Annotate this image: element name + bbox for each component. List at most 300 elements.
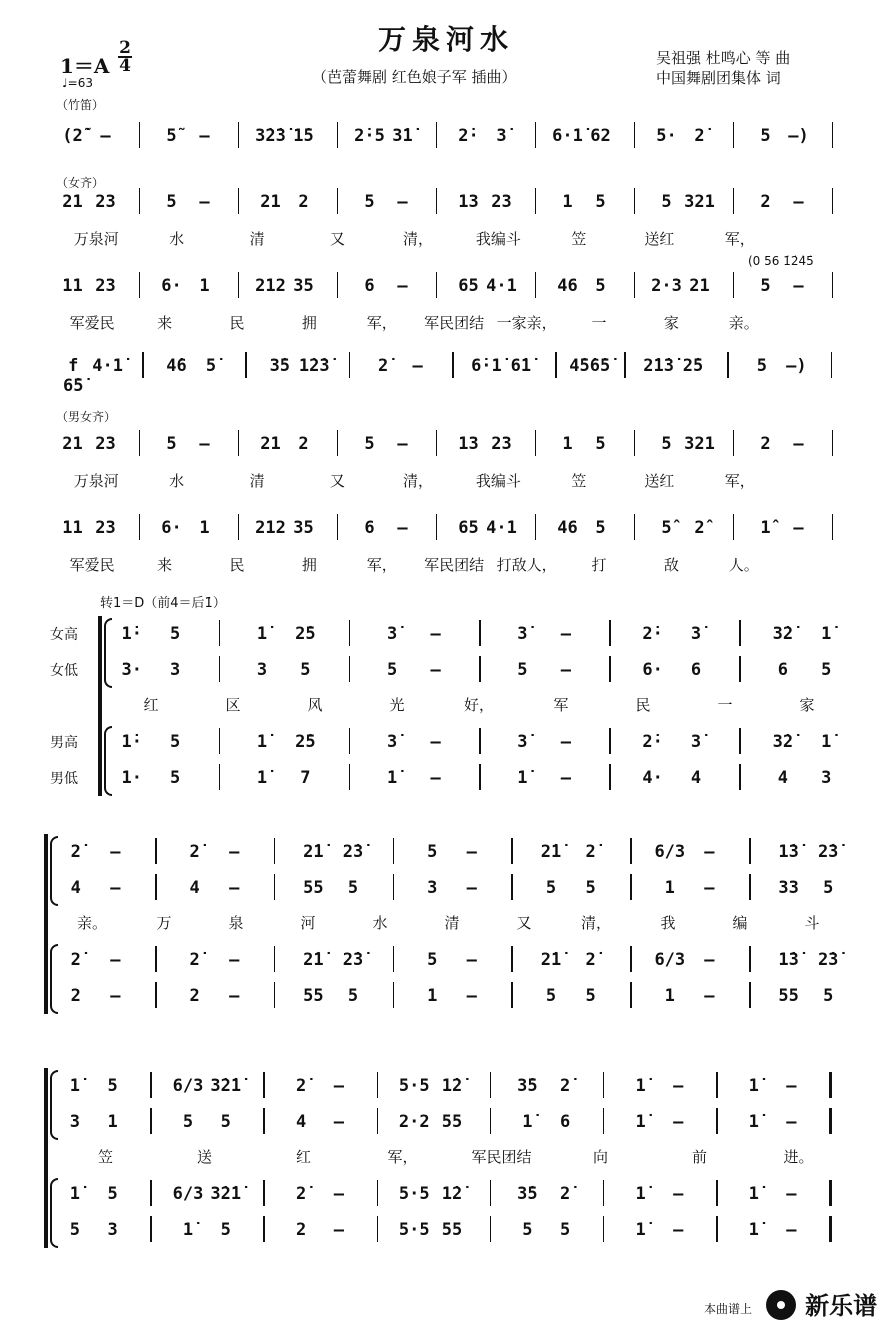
note-group: 5 xyxy=(220,1220,231,1240)
note-group: 3̇5 xyxy=(517,1184,538,1204)
barline xyxy=(490,1216,492,1242)
note-group: – xyxy=(673,1076,684,1096)
lyric-word: 来 xyxy=(157,314,173,332)
note-group: 3̇2̇1̇ xyxy=(210,1184,242,1204)
barline xyxy=(393,838,395,864)
note-group: 5 xyxy=(823,986,834,1006)
note-group: 212 xyxy=(255,276,286,296)
note-group: 3̇5 xyxy=(517,1076,538,1096)
note-group: 4̇5̇6̇5̇ xyxy=(569,356,611,376)
barline xyxy=(349,352,351,378)
barline xyxy=(219,620,221,646)
note-group: 321 xyxy=(684,192,715,212)
barline xyxy=(716,1108,718,1134)
lyric-word: 民 xyxy=(635,696,651,714)
note-group: 13 xyxy=(458,434,479,454)
note-group: 13 xyxy=(458,192,479,212)
note-group: 4 xyxy=(690,768,702,788)
note-group: 2̇ xyxy=(585,842,596,862)
lyric-word: 人。 xyxy=(728,556,759,574)
note-group: 6 xyxy=(777,660,788,680)
barline xyxy=(479,620,481,646)
note-group: 21 xyxy=(62,192,83,212)
barline xyxy=(511,874,513,900)
note-group: 6/3 xyxy=(172,1184,204,1204)
barline xyxy=(832,430,834,456)
note-group: 2̇ xyxy=(189,842,200,862)
note-group: 1 xyxy=(427,986,438,1006)
note-group: 2̇1̇ xyxy=(540,842,562,862)
male-brace xyxy=(50,944,58,1014)
note-group: 1̇ xyxy=(748,1220,759,1240)
barline xyxy=(139,272,141,298)
note-group: 1̇ xyxy=(635,1184,646,1204)
lyric-word: 光 xyxy=(389,696,405,714)
note-group: 5 xyxy=(595,518,606,538)
note-group: 2̇· xyxy=(642,732,663,752)
barline xyxy=(739,620,741,646)
barline xyxy=(436,122,438,148)
lyric-word: 万 xyxy=(156,914,172,932)
barline xyxy=(263,1072,265,1098)
note-group: 5 xyxy=(545,878,557,898)
note-group: 55 xyxy=(441,1112,463,1132)
note-group: – xyxy=(333,1220,344,1240)
note-group: 3 xyxy=(821,768,832,788)
note-group: 1 xyxy=(562,192,573,212)
note-group: 1̇ xyxy=(748,1076,759,1096)
note-group: 6 xyxy=(560,1112,571,1132)
note-group: 6 xyxy=(690,660,702,680)
note-group: – xyxy=(110,878,121,898)
lyric-word: 前 xyxy=(691,1148,708,1166)
note-group: 321 xyxy=(684,434,715,454)
note-group: 5 xyxy=(347,878,359,898)
note-group: – xyxy=(199,126,210,146)
note-group: – xyxy=(110,950,121,970)
note-group: 6̇1̇ xyxy=(510,356,532,376)
lyric-word: 又 xyxy=(330,230,346,248)
barline xyxy=(436,430,438,456)
lyric-word: 一 xyxy=(717,696,733,714)
note-group: f 6̇5̇ xyxy=(62,356,84,396)
note-group: 3̇2̇ xyxy=(772,732,794,752)
note-group: 3̇ xyxy=(387,732,398,752)
note-group: 2̇5 xyxy=(295,624,316,644)
note-group: – xyxy=(786,1076,797,1096)
barline xyxy=(490,1108,492,1134)
note-group: 6/3 xyxy=(172,1076,204,1096)
note-group: – xyxy=(100,126,111,146)
lyric-word: 区 xyxy=(225,696,241,714)
note-group: – xyxy=(430,660,441,680)
note-group: 6· xyxy=(161,276,182,296)
note-group: 5 xyxy=(107,1076,118,1096)
note-group: 5 xyxy=(107,1184,118,1204)
note-group: 1 xyxy=(199,276,210,296)
lyric-word: 编 xyxy=(732,914,748,932)
barline xyxy=(535,430,537,456)
note-group: 23 xyxy=(95,434,116,454)
barline xyxy=(716,1216,718,1242)
note-group: 5̇ xyxy=(205,356,217,376)
female-brace xyxy=(50,836,58,906)
barline xyxy=(829,1180,832,1206)
note-group: 3̇2̇ xyxy=(772,624,794,644)
note-group: – xyxy=(430,768,441,788)
note-group: 6̇·1̇ xyxy=(471,356,502,376)
note-group: 3 xyxy=(256,660,268,680)
note-group: 2 xyxy=(298,434,309,454)
note-group: – xyxy=(110,986,121,1006)
note-group: 55 xyxy=(441,1220,463,1240)
note-group: 5· xyxy=(656,126,677,146)
key-signature: 1＝A xyxy=(60,54,110,78)
barline xyxy=(436,272,438,298)
note-group: 5 xyxy=(517,660,528,680)
barline xyxy=(603,1072,605,1098)
barline xyxy=(245,352,247,378)
note-group: 5 xyxy=(661,192,672,212)
note-group: 3̇ xyxy=(387,624,398,644)
note-group: 23 xyxy=(491,192,512,212)
lyric-word: 我编斗 xyxy=(475,472,521,490)
subtitle: （芭蕾舞剧 红色娘子军 插曲） xyxy=(312,68,517,86)
lyric-word: 清， xyxy=(402,230,434,248)
barline xyxy=(832,188,834,214)
note-group: 5 xyxy=(387,660,398,680)
barline xyxy=(733,272,735,298)
barline xyxy=(139,188,141,214)
note-group: 1̇2̇ xyxy=(441,1076,463,1096)
barline xyxy=(139,122,141,148)
note-group: 23 xyxy=(95,276,116,296)
lyric-word: 军， xyxy=(724,230,755,248)
barline xyxy=(749,982,751,1008)
barline xyxy=(716,1180,718,1206)
barline xyxy=(155,982,157,1008)
note-group: 2 xyxy=(760,434,771,454)
note-group: 1̂ xyxy=(760,518,771,538)
note-group: 2̇·5 xyxy=(354,126,385,146)
barline xyxy=(436,188,438,214)
note-group: 23 xyxy=(95,192,116,212)
barline xyxy=(452,352,454,378)
note-group: – xyxy=(110,842,121,862)
note-group: – xyxy=(466,986,477,1006)
barline xyxy=(238,272,240,298)
note-group: 1̇ xyxy=(256,768,268,788)
note-group: – xyxy=(229,950,240,970)
note-group: – xyxy=(704,842,715,862)
male-brace xyxy=(50,1178,58,1248)
note-group: 65 xyxy=(458,518,479,538)
barline xyxy=(634,430,636,456)
note-group: – xyxy=(673,1184,684,1204)
note-group: 55 xyxy=(303,986,324,1006)
note-group: 21 xyxy=(689,276,710,296)
note-group: 2̇· xyxy=(642,624,663,644)
note-group: 2̇ xyxy=(560,1076,571,1096)
lyric-word: 万泉河 xyxy=(73,230,119,248)
note-group: – xyxy=(704,950,715,970)
lyric-word: 家 xyxy=(799,696,815,714)
lyric-word: 民 xyxy=(229,556,245,574)
barline xyxy=(150,1108,152,1134)
system-bracket xyxy=(44,834,48,1014)
composer-credit: 吴祖强 杜鸣心 等 曲 xyxy=(656,49,791,67)
note-group: – xyxy=(229,986,240,1006)
note-group: 23 xyxy=(95,518,116,538)
barline xyxy=(274,838,276,864)
barline xyxy=(337,272,339,298)
lyric-word: 送 xyxy=(196,1148,213,1166)
lyric-word: 笠 xyxy=(97,1148,114,1166)
barline xyxy=(634,514,636,540)
lyric-word: 军民团结 xyxy=(424,556,485,574)
note-group: – xyxy=(397,192,408,212)
note-group: 1̇ xyxy=(517,768,528,788)
barline xyxy=(139,514,141,540)
lyric-word: 家 xyxy=(663,314,679,332)
note-group: 1̇· xyxy=(121,624,142,644)
note-group: 23 xyxy=(491,434,512,454)
barline xyxy=(238,430,240,456)
grace-notes: (0 56 1̇2̇4̇5̇ xyxy=(748,254,814,268)
note-group: 4·1̇ xyxy=(92,356,123,376)
modulation-mark: 转1＝D（前4＝后1̇） xyxy=(100,596,226,611)
intro-instrument: （竹笛） xyxy=(56,98,105,112)
female-brace xyxy=(104,618,112,688)
barline xyxy=(733,430,735,456)
barline xyxy=(490,1180,492,1206)
lyric-word: 一 xyxy=(591,314,607,332)
note-group: 5 xyxy=(545,986,557,1006)
barline xyxy=(263,1180,265,1206)
note-group: – xyxy=(560,768,571,788)
site-logo xyxy=(766,1290,878,1327)
note-group: 55 xyxy=(778,986,799,1006)
lyric-word: 打 xyxy=(591,556,607,574)
note-group: – xyxy=(397,434,408,454)
lyric-word: 红 xyxy=(295,1148,312,1166)
note-group: 2 xyxy=(70,986,81,1006)
barline xyxy=(727,352,729,378)
barline xyxy=(603,1180,605,1206)
lyric-word: 红 xyxy=(143,696,159,714)
note-group: 5 xyxy=(364,192,375,212)
lyric-word: 拥 xyxy=(301,314,317,332)
note-group: 2 xyxy=(189,986,200,1006)
barline xyxy=(393,946,395,972)
note-group: 6 xyxy=(364,518,375,538)
note-group: – xyxy=(199,434,210,454)
note-group: 2̇· xyxy=(458,126,479,146)
barline xyxy=(150,1072,152,1098)
note-group: 1̇ xyxy=(256,732,268,752)
barline xyxy=(716,1072,718,1098)
note-group: 4 xyxy=(70,878,81,898)
note-group: –) xyxy=(786,356,807,376)
note-group: 4̇6 xyxy=(166,356,187,376)
note-group: 35 xyxy=(293,276,314,296)
barline xyxy=(150,1216,152,1242)
barline xyxy=(739,764,741,790)
note-group: 1 xyxy=(562,434,573,454)
lyric-word: 水 xyxy=(372,914,388,932)
note-group: 21 xyxy=(260,192,281,212)
note-group: 1· xyxy=(121,768,142,788)
note-group: 1̇ xyxy=(387,768,398,788)
note-group: 212 xyxy=(255,518,286,538)
barline xyxy=(479,656,481,682)
note-group: 5 xyxy=(760,276,771,296)
note-group: 46 xyxy=(557,276,578,296)
note-group: 7 xyxy=(300,768,311,788)
barline xyxy=(155,838,157,864)
note-group: 5 xyxy=(166,434,177,454)
note-group: 1̇ xyxy=(748,1112,759,1132)
note-group: 4 xyxy=(189,878,200,898)
note-group: – xyxy=(793,434,804,454)
barline xyxy=(634,122,636,148)
barline xyxy=(377,1108,379,1134)
barline xyxy=(733,122,735,148)
barline xyxy=(829,1072,832,1098)
note-group: 2̇ xyxy=(70,950,81,970)
note-group: 4 xyxy=(296,1112,307,1132)
lyric-word: 亲。 xyxy=(728,314,759,332)
barline xyxy=(832,514,834,540)
lyric-word: 清 xyxy=(249,472,265,490)
barline xyxy=(393,874,395,900)
lyric-word: 军民团结 xyxy=(471,1148,532,1166)
barline xyxy=(535,272,537,298)
barline xyxy=(142,352,144,378)
note-group: 6/3 xyxy=(654,950,686,970)
note-group: – xyxy=(229,842,240,862)
note-group: 2̇3̇ xyxy=(817,842,839,862)
barline xyxy=(263,1216,265,1242)
note-group: 4·1 xyxy=(486,518,517,538)
note-group: – xyxy=(560,660,571,680)
note-group: 5 xyxy=(760,126,771,146)
note-group: 3̇2̇3̇ xyxy=(255,126,286,146)
note-group: – xyxy=(560,732,571,752)
lyric-word: 清 xyxy=(444,914,460,932)
note-group: 2̇ xyxy=(189,950,200,970)
note-group: 46 xyxy=(557,518,578,538)
note-group: 5 xyxy=(661,434,672,454)
lyric-word: 进。 xyxy=(783,1148,814,1166)
lyric-word: 我编斗 xyxy=(475,230,521,248)
note-group: – xyxy=(793,192,804,212)
note-group: 1̇ xyxy=(821,732,832,752)
system-bracket xyxy=(98,616,102,796)
lyric-word: 笠 xyxy=(571,230,587,248)
barline xyxy=(749,946,751,972)
barline xyxy=(155,874,157,900)
note-group: 3̇ xyxy=(517,732,528,752)
barline xyxy=(155,946,157,972)
note-group: – xyxy=(430,624,441,644)
barline xyxy=(219,728,221,754)
barline xyxy=(150,1180,152,1206)
note-group: 1 xyxy=(199,518,210,538)
note-group: 5 xyxy=(522,1220,533,1240)
male-brace xyxy=(104,726,112,796)
lyric-word: 向 xyxy=(592,1148,609,1166)
part-label: 女低 xyxy=(50,663,78,679)
lyric-word: 军爱民 xyxy=(69,556,115,574)
note-group: 3 xyxy=(169,660,181,680)
lyric-word: 斗 xyxy=(804,914,820,932)
barline xyxy=(219,656,221,682)
note-group: – xyxy=(412,356,423,376)
note-group: 1 xyxy=(664,878,675,898)
note-group: 1̇2̇3̇ xyxy=(298,356,330,376)
lyric-word: 泉 xyxy=(228,914,244,932)
note-group: 1̇ xyxy=(182,1220,194,1240)
barline xyxy=(630,874,632,900)
lyric-word: 一家亲， xyxy=(496,314,557,332)
note-group: 3̇ xyxy=(690,624,702,644)
barline xyxy=(535,188,537,214)
note-group: 3̇5 xyxy=(269,356,291,376)
barline xyxy=(337,188,339,214)
note-group: 5·5 xyxy=(398,1220,430,1240)
note-group: –) xyxy=(788,126,809,146)
note-group: – xyxy=(793,518,804,538)
note-group: 6/3 xyxy=(654,842,686,862)
note-group: 1̇ xyxy=(69,1184,80,1204)
note-group: 2̇5 xyxy=(295,732,316,752)
note-group: 6 xyxy=(364,276,375,296)
note-group: 5 xyxy=(595,434,606,454)
barline xyxy=(630,946,632,972)
barline xyxy=(393,982,395,1008)
note-group: 2·2 xyxy=(398,1112,430,1132)
lyric-word: 拥 xyxy=(301,556,317,574)
lyricist-credit: 中国舞剧团集体 词 xyxy=(656,69,781,87)
system-bracket xyxy=(44,1068,48,1248)
verse2-label: （男女齐） xyxy=(56,410,117,424)
note-group: 5 xyxy=(585,878,596,898)
part-label: 男高 xyxy=(50,735,78,751)
note-group: 6· xyxy=(161,518,182,538)
note-group: – xyxy=(397,518,408,538)
note-group: 2̇1̇ xyxy=(303,842,324,862)
note-group: – xyxy=(673,1112,684,1132)
note-group: – xyxy=(466,950,477,970)
note-group: 21 xyxy=(260,434,281,454)
barline xyxy=(829,1108,832,1134)
note-group: 2 xyxy=(760,192,771,212)
note-group: 5 xyxy=(166,192,177,212)
lyric-word: 水 xyxy=(169,230,185,248)
barline xyxy=(479,728,481,754)
barline xyxy=(634,188,636,214)
lyric-word: 军， xyxy=(724,472,755,490)
verse1-label: （女齐） xyxy=(56,176,105,190)
part-label: 女高 xyxy=(50,627,78,643)
note-group: – xyxy=(704,986,715,1006)
note-group: 2̇ xyxy=(70,842,81,862)
barline xyxy=(603,1216,605,1242)
note-group: 2̇ xyxy=(296,1076,307,1096)
note-group: 5 xyxy=(595,192,606,212)
note-group: 1̇· xyxy=(121,732,142,752)
